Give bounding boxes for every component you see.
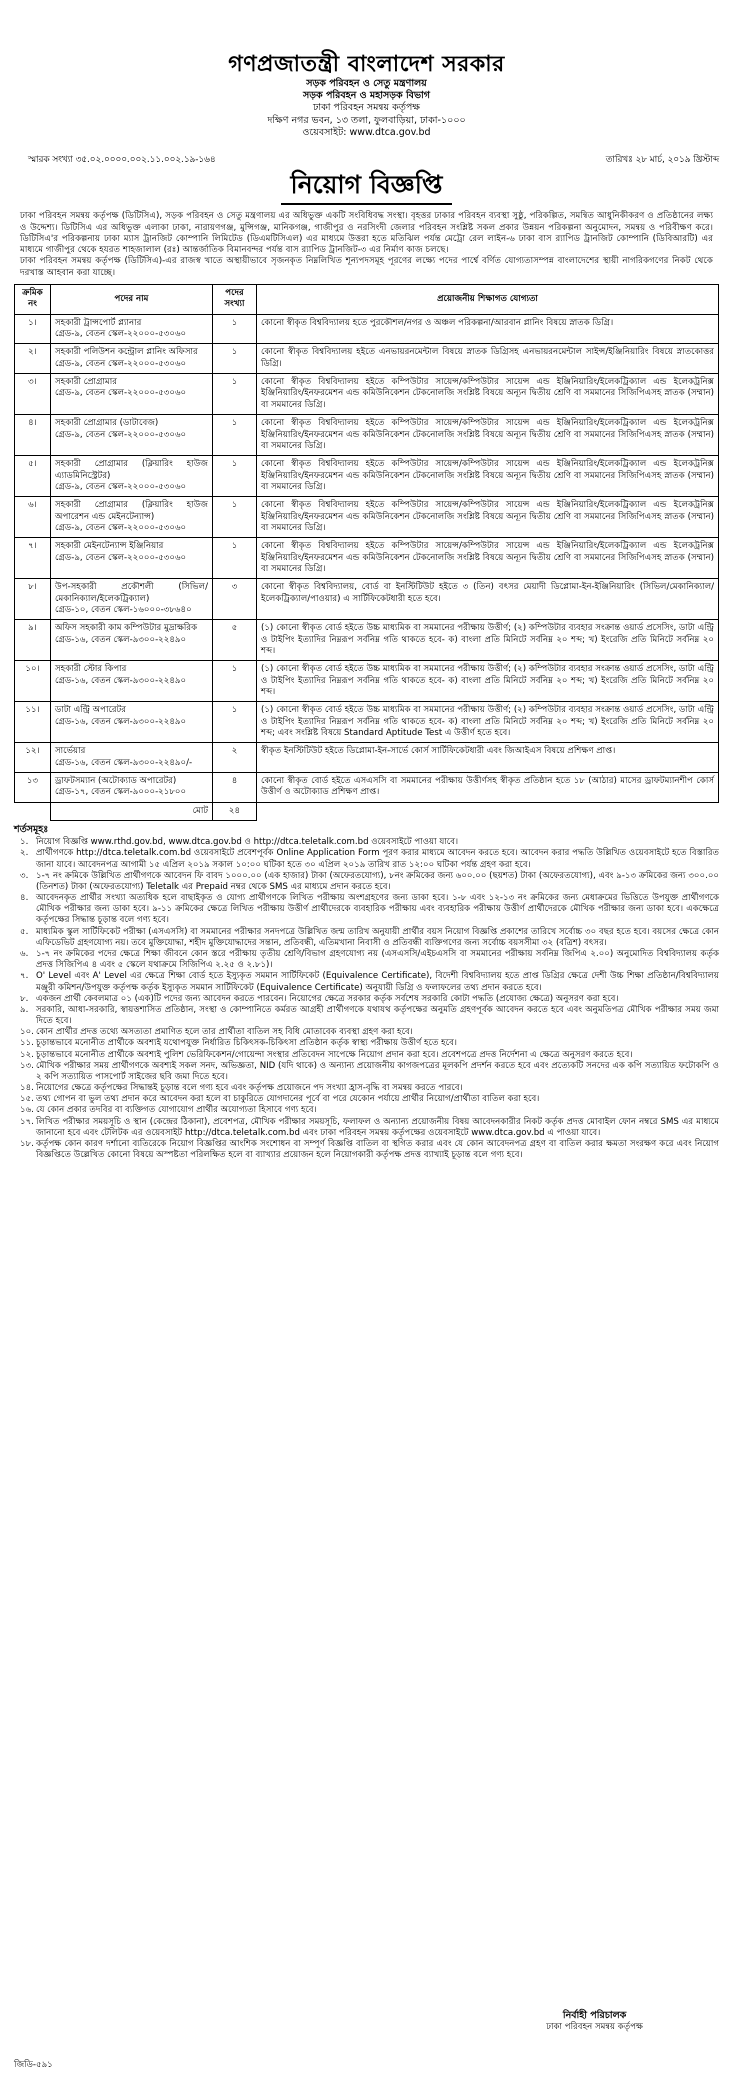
row-count: ৪: [213, 773, 257, 803]
row-qualification: কোনো স্বীকৃত বিশ্ববিদ্যালয় হইতে এনভায়রনমেন্টাল বিষয়ে স্নাতক ডিগ্রিসহ এনভায়রনমেন্টাল সাইন্স/ইঞ্জিনিয়ারিং বিষয়ে স্নাতকোত্তর ডিগ্রি।: [257, 344, 719, 374]
intro-text: [14, 211, 719, 279]
term-text: চূড়ান্তভাবে মনোনীত প্রার্থীকে অবশ্যই পুলিশ ভেরিফিকেশন/গোয়েন্দা সংস্থার প্রতিবেদন সাপেক্ষে নিয়োগ প্রদান করা হবে। প্রবেশপত্রে প্রদত্ত নির্দেশনা এ ক্ষেত্রে অনুসরণ করতে হবে।: [36, 1049, 633, 1060]
row-post: [51, 773, 213, 803]
table-row: [15, 661, 719, 702]
term-item: [14, 1117, 719, 1139]
row-qualification: কোনো স্বীকৃত বোর্ড হইতে এসএসসি বা সমমানের পরীক্ষায় উত্তীর্ণসহ স্বীকৃত প্রতিষ্ঠান হতে ১৮ (আঠার) মাসের ড্রাফটম্যানশীপ কোর্স উত্তীর্ণ ও অটোক্যাড প্রশিক্ষণ প্রাপ্ত।: [257, 773, 719, 803]
term-text: কোন প্রার্থীর প্রদত্ত তথ্যে অসত্যতা প্রমাণিত হলে তার প্রার্থীতা বাতিল সহ বিধি মোতাবেক ব্যবস্থা গ্রহণ করা হবে।: [36, 1027, 413, 1038]
signatory-title: নির্বাহী পরিচালক: [562, 2010, 627, 2021]
term-number: ১৬.: [20, 1105, 34, 1116]
table-row: [15, 374, 719, 415]
row-post-grade: গ্রেড-১০, বেতন স্কেল-১৬০০০-৩৮৬৪০: [55, 604, 192, 615]
row-post-name: অফিস সহকারী কাম কম্পিউটার মুদ্রাক্ষরিক: [55, 623, 198, 634]
term-text: কর্তৃপক্ষ কোন কারণ দর্শানো ব্যতিরেকে নিয়োগ বিজ্ঞপ্তির আংশিক সংশোধন বা সম্পূর্ণ বিজ্ঞপ্তি বাতিল বা স্থগিত করার এবং যে কোন আবেদনপত্র গ্রহণ বা বাতিল করার ক্ষমতা সংরক্ষণ করে এবং নিয়োগ বিজ্ঞপ্তিতে উল্লেখিত কোনো বিষয়ে অস্পষ্টতা পরিলক্ষিত হলে বা ব্যাখ্যার প্রয়োজন হলে নিয়োগকারী কর্তৃপক্ষ প্রদত্ত ব্যাখ্যাই চূড়ান্ত বলে গণ্য হবে।: [36, 1138, 719, 1161]
term-number: ১.: [20, 837, 29, 848]
row-qualification: (১) কোনো স্বীকৃত বোর্ড হইতে উচ্চ মাধ্যমিক বা সমমানের পরীক্ষায় উত্তীর্ণ; (২) কম্পিউটার ব্যবহার সংক্রান্ত ওয়ার্ড প্রসেসিং, ডাটা এন্ট্রি ও টাইপিং ইত্যাদির নিম্নরূপ সর্বনিম্ন গতি থাকতে হবে- ক) বাংলা প্রতি মিনিটে সর্বনিম্ন ২০ শব্দ; খ) ইংরেজি প্রতি মিনিটে সর্বনিম্ন ২০ শব্দ।: [257, 620, 719, 661]
term-number: ১৮.: [20, 1138, 34, 1149]
row-qualification: কোনো স্বীকৃত বিশ্ববিদ্যালয় হইতে কম্পিউটার সায়েন্স/কম্পিউটার সায়েন্স এন্ড ইঞ্জিনিয়ারিং/ইলেকট্রিক্যাল এন্ড ইলেকট্রনিক্স ইঞ্জিনিয়ারিং/ইনফরমেশন এন্ড কমিউনিকেশন টেকনোলজি সংশ্লিষ্ট বিষয়ে অন্যূন দ্বিতীয় শ্রেণি বা সমমানের সিজিপিএসহ স্নাতক (সম্মান) বা সমমানের ডিগ্রি।: [257, 374, 719, 415]
row-post-grade: গ্রেড-১৬, বেতন স্কেল-৯৩০০-২২৪৯০: [55, 675, 187, 686]
term-item: [14, 971, 719, 993]
row-qualification: কোনো স্বীকৃত বিশ্ববিদ্যালয় হইতে কম্পিউটার সায়েন্স/কম্পিউটার সায়েন্স এন্ড ইঞ্জিনিয়ারিং/ইলেকট্রিক্যাল এন্ড ইলেকট্রনিক্স ইঞ্জিনিয়ারিং/ইনফরমেশন এন্ড কমিউনিকেশন টেকনোলজি সংশ্লিষ্ট বিষয়ে অন্যূন দ্বিতীয় শ্রেণি বা সমমানের সিজিপিএসহ স্নাতক (সম্মান) বা সমমানের ডিগ্রি।: [257, 497, 719, 538]
row-serial: ৩।: [15, 374, 51, 415]
terms-title: শর্তসমূহঃ: [14, 824, 49, 836]
row-post-name: সহকারী পলিউশন কন্ট্রোল প্লানিং অফিসার: [55, 347, 198, 358]
row-serial: ১।: [15, 314, 51, 344]
term-number: ১০.: [20, 1027, 34, 1038]
signatory-org: ঢাকা পরিবহন সমন্বয় কর্তৃপক্ষ: [546, 2022, 643, 2033]
row-post: [51, 620, 213, 661]
ministry-name: সড়ক পরিবহন ও সেতু মন্ত্রণালয়: [306, 78, 427, 90]
term-item: [14, 927, 719, 949]
memo-date: তারিখঃ ২৮ মার্চ, ২০১৯ খ্রিস্টাব্দ: [605, 154, 719, 165]
row-post: [51, 497, 213, 538]
term-number: ৪.: [20, 893, 29, 904]
row-post: [51, 661, 213, 702]
row-serial: ৪।: [15, 415, 51, 456]
table-row: [15, 743, 719, 773]
posts-table-header: [15, 285, 719, 315]
row-count: ১: [213, 702, 257, 743]
row-post-grade: গ্রেড-১৭, বেতন স্কেল-৯০০০-২১৮০০: [55, 787, 187, 798]
notice-header: [14, 50, 719, 139]
row-count: ৩: [213, 579, 257, 620]
term-item: [14, 1139, 719, 1161]
authority-website: ওয়েবসাইট: www.dtca.gov.bd: [302, 126, 431, 138]
row-serial: ১৩: [15, 773, 51, 803]
row-post-name: সার্ভেয়ার: [55, 746, 86, 757]
term-text: একজন প্রার্থী কেবলমাত্র ০১ (এক)টি পদের জন্য আবেদন করতে পারবেন। নিয়োগের ক্ষেত্রে সরকার কর্তৃক সর্বশেষ সরকারি কোটা পদ্ধতি (প্রযোজ্য ক্ষেত্রে) অনুসরণ করা হবে।: [36, 993, 619, 1004]
row-serial: ১০।: [15, 661, 51, 702]
row-serial: ৭।: [15, 538, 51, 579]
term-number: ৫.: [20, 926, 29, 937]
total-value: ২৪: [213, 802, 257, 820]
term-text: মৌখিক পরীক্ষার সময় প্রার্থীগণকে অবশ্যই সকল সনদ, অভিজ্ঞতা, NID (যদি থাকে) ও অন্যান্য প্রয়োজনীয় কাগজপত্রের মূলকপি প্রদর্শন করতে হবে এবং প্রত্যেকটি সনদের এক কপি সত্যায়িত ফটোকপি ও ২ কপি সত্যায়িত পাসপোর্ট সাইজের ছবি জমা দিতে হবে।: [36, 1060, 719, 1082]
term-item: [14, 893, 719, 927]
term-item: [14, 1094, 719, 1105]
authority-address: দক্ষিণ নগর ভবন, ১৩ তলা, ফুলবাড়িয়া, ঢাকা-১০০০: [267, 114, 466, 126]
row-qualification: স্বীকৃত ইনস্টিটিউট হইতে ডিপ্লোমা-ইন-সার্ভে কোর্স সার্টিফিকেটধারী এবং জিআইএস বিষয়ে প্রশিক্ষণ প্রাপ্ত।: [257, 743, 719, 773]
row-post: [51, 344, 213, 374]
row-post-name: সহকারী প্রোগ্রামার: [55, 377, 117, 388]
row-serial: ১১।: [15, 702, 51, 743]
term-text: ১-৭ নং ক্রমিকের পদের ক্ষেত্রে শিক্ষা জীবনে কোন স্তরে পরীক্ষায় তৃতীয় শ্রেণি/বিভাগ গ্রহণযোগ্য নয় (এসএসসি/এইচএসসি বা সমমানের পরীক্ষায় সর্বনিম্ন জিপিএ ২.০০) অনুমোদিত বিশ্ববিদ্যালয় কর্তৃক প্রদত্ত সিজিপিএ ৪ এবং ৫ স্কেলে যথাক্রমে সিজিপিএ ২.২৫ ও ২.৮১)।: [36, 949, 719, 971]
term-number: ২.: [20, 848, 29, 859]
row-count: ১: [213, 456, 257, 497]
row-qualification: কোনো স্বীকৃত বিশ্ববিদ্যালয় হইতে কম্পিউটার সায়েন্স/কম্পিউটার সায়েন্স এন্ড ইঞ্জিনিয়ারিং/ইলেকট্রিক্যাল এন্ড ইলেকট্রনিক্স ইঞ্জিনিয়ারিং/ইনফরমেশন এন্ড কমিউনিকেশন টেকনোলজি সংশ্লিষ্ট বিষয়ে অন্যূন দ্বিতীয় শ্রেণি বা সমমানের সিজিপিএসহ স্নাতক (সম্মান) বা সমমানের ডিগ্রি।: [257, 415, 719, 456]
division-name: সড়ক পরিবহন ও মহাসড়ক বিভাগ: [302, 90, 431, 102]
term-text: প্রার্থীগণকে http://dtca.teletalk.com.bd ওয়েবসাইটে প্রবেশপূর্বক Online Application Form পূরণ করার মাধ্যমে আবেদন করতে হবে। আবেদন করার পদ্ধতি উল্লিখিত ওয়েবসাইটে হতে বিস্তারিত জানা যাবে। আবেদনপত্র আগামী ১৫ এপ্রিল ২০১৯ সকাল ১০:০০ ঘটিকা হতে ৩০ এপ্রিল ২০১৯ তারিখ রাত ১২:০০ ঘটিকা পর্যন্ত গ্রহণ করা হবে।: [36, 848, 719, 870]
row-qualification: (১) কোনো স্বীকৃত বোর্ড হইতে উচ্চ মাধ্যমিক বা সমমানের পরীক্ষায় উত্তীর্ণ; (২) কম্পিউটার ব্যবহার সংক্রান্ত ওয়ার্ড প্রসেসিং, ডাটা এন্ট্রি ও টাইপিং ইত্যাদির নিম্নরূপ সর্বনিম্ন গতি থাকতে হবে- ক) বাংলা প্রতি মিনিটে সর্বনিম্ন ২০ শব্দ; খ) ইংরেজি প্রতি মিনিটে সর্বনিম্ন ২০ শব্দ; এবং সংশ্লিষ্ট বিষয়ে Standard Aptitude Test এ উত্তীর্ণ হতে হবে।: [257, 702, 719, 743]
term-item: [14, 949, 719, 971]
notice-title: নিয়োগ বিজ্ঞপ্তি: [281, 169, 453, 205]
row-count: ১: [213, 497, 257, 538]
row-qualification: কোনো স্বীকৃত বিশ্ববিদ্যালয় হইতে কম্পিউটার সায়েন্স/কম্পিউটার সায়েন্স এন্ড ইঞ্জিনিয়ারিং/ইলেকট্রিক্যাল এন্ড ইলেকট্রনিক্স ইঞ্জিনিয়ারিং/ইনফরমেশন এন্ড কমিউনিকেশন টেকনোলজি সংশ্লিষ্ট বিষয়ে অন্যূন দ্বিতীয় শ্রেণি বা সমমানের সিজিপিএসহ স্নাতক (সম্মান) বা সমমানের ডিগ্রি।: [257, 456, 719, 497]
table-row: [15, 620, 719, 661]
header-post-count: পদের সংখ্যা: [213, 285, 257, 315]
row-post-name: ড্রাফটসম্যান (অটোক্যাড অপারেটর): [55, 776, 177, 787]
table-row: [15, 497, 719, 538]
term-text: চূড়ান্তভাবে মনোনীত প্রার্থীকে অবশ্যই যথোপযুক্ত নির্ধারিত চিকিৎসক-চিকিৎসা প্রতিষ্ঠান কর্তৃক স্বাস্থ্য পরীক্ষায় উত্তীর্ণ হতে হবে।: [36, 1038, 457, 1049]
authority-name: ঢাকা পরিবহন সমন্বয় কর্তৃপক্ষ: [312, 102, 421, 114]
header-qualification: প্রয়োজনীয় শিক্ষাগত যোগ্যতা: [257, 285, 719, 315]
row-post-name: সহকারী মেইনটেন্যান্স ইঞ্জিনিয়ার: [55, 541, 164, 552]
term-number: ৬.: [20, 949, 29, 959]
row-post-grade: গ্রেড-৯, বেতন স্কেল-২২০০০-৫৩০৬০: [55, 522, 187, 533]
term-number: ৯.: [20, 1004, 29, 1015]
term-item: [14, 1105, 719, 1116]
header-post-name: পদের নাম: [51, 285, 213, 315]
table-row: [15, 344, 719, 374]
signature-block: [546, 2010, 643, 2033]
term-number: ১৪.: [20, 1083, 34, 1094]
row-qualification: (১) কোনো স্বীকৃত বোর্ড হইতে উচ্চ মাধ্যমিক বা সমমানের পরীক্ষায় উত্তীর্ণ; (২) কম্পিউটার ব্যবহার সংক্রান্ত ওয়ার্ড প্রসেসিং, ডাটা এন্ট্রি ও টাইপিং ইত্যাদির নিম্নরূপ সর্বনিম্ন গতি থাকতে হবে- ক) বাংলা প্রতি মিনিটে সর্বনিম্ন ২০ শব্দ; খ) ইংরেজি প্রতি মিনিটে সর্বনিম্ন ২০ শব্দ।: [257, 661, 719, 702]
memo-number: স্মারক সংখ্যা ৩৫.০২.০০০০.০০২.১১.০০২.১৯-১৬৪: [28, 154, 216, 165]
row-post: [51, 456, 213, 497]
term-text: তথ্য গোপন বা ভুল তথ্য প্রদান করে আবেদন করা হলে বা চাকুরিতে যোগদানের পূর্বে বা পরে যেকোন পর্যায়ে প্রার্থীর নিয়োগ/প্রার্থীতা বাতিল করা হবে।: [36, 1094, 540, 1105]
row-count: ৫: [213, 620, 257, 661]
row-count: ১: [213, 344, 257, 374]
table-row: [15, 456, 719, 497]
header-serial: ক্রমিক নং: [15, 285, 51, 315]
row-post-grade: গ্রেড-৯, বেতন স্কেল-২২০০০-৫৩০৬০: [55, 429, 187, 440]
table-row: [15, 702, 719, 743]
row-serial: ১২।: [15, 743, 51, 773]
term-item: [14, 1061, 719, 1083]
row-count: ১: [213, 538, 257, 579]
term-text: যে কোন প্রকার তদবির বা ব্যক্তিগত যোগাযোগ প্রার্থীর অযোগ্যতা হিসাবে গণ্য হবে।: [36, 1105, 317, 1116]
row-post: [51, 415, 213, 456]
row-post-name: ডাটা এন্ট্রি অপারেটর: [55, 705, 127, 716]
row-post: [51, 743, 213, 773]
term-number: ৮.: [20, 993, 29, 1004]
term-text: নিয়োগ বিজ্ঞপ্তি www.rthd.gov.bd, www.dtca.gov.bd ও http://dtca.teletalk.com.bd ওয়েবসাইটে পাওয়া যাবে।: [36, 837, 459, 848]
intro-paragraph-2: ঢাকা পরিবহন সমন্বয় কর্তৃপক্ষ (ডিটিসিএ)-এর রাজস্ব খাতে অস্থায়ীভাবে সৃজনকৃত নিম্নলিখিত শূন্যপদসমূহ পূরণের লক্ষ্যে পদের পার্শ্বে বর্ণিত যোগ্যতাসম্পন্ন বাংলাদেশের স্থায়ী নাগরিকগণের নিকট থেকে দরখাস্ত আহবান করা যাচ্ছে।: [20, 256, 713, 278]
row-serial: ২।: [15, 344, 51, 374]
row-post-name: সহকারী ট্রান্সপোর্ট প্ল্যানার: [55, 317, 142, 328]
row-post: [51, 314, 213, 344]
row-count: ১: [213, 661, 257, 702]
row-count: ১: [213, 415, 257, 456]
row-post-grade: গ্রেড-৯, বেতন স্কেল-২২০০০-৫৩০৬০: [55, 481, 187, 492]
term-item: [14, 994, 719, 1005]
term-text: O' Level এবং A' Level এর ক্ষেত্রে শিক্ষা বোর্ড হতে ইস্যুকৃত সমমান সার্টিফিকেট (Equivalence Certificate), বিদেশী বিশ্ববিদ্যালয় হতে প্রাপ্ত ডিগ্রির ক্ষেত্রে দেশী উচ্চ শিক্ষা প্রতিষ্ঠান/বিশ্ববিদ্যালয় মঞ্জুরী কমিশন/উপযুক্ত কর্তৃপক্ষ কর্তৃক ইস্যুকৃত সমমান সার্টিফিকেট (Equivalence Certificate) অনুযায়ী ডিগ্রি ও ফলাফলের তথ্য প্রদান করতে হবে।: [36, 971, 719, 993]
row-post-grade: গ্রেড-৯, বেতন স্কেল-২২০০০-৫৩০৬০: [55, 388, 187, 399]
row-post: [51, 702, 213, 743]
term-item: [14, 837, 719, 848]
term-number: ১৫.: [20, 1094, 34, 1105]
row-serial: ৮।: [15, 579, 51, 620]
table-row: [15, 773, 719, 803]
term-text: লিখিত পরীক্ষার সময়সূচি ও স্থান (কেন্দ্রের ঠিকানা), প্রবেশপত্র, মৌখিক পরীক্ষার সময়সূচি, ফলাফল ও অন্যান্য প্রয়োজনীয় বিষয় আবেদনকারীর নিকট কর্তৃক প্রদত্ত মোবাইল ফোন নম্বরে SMS এর মাধ্যমে জানানো হবে এবং টেলিটক এর ওয়েবসাইট http://dtca.teletalk.com.bd এবং ঢাকা পরিবহন সমন্বয় কর্তৃপক্ষের ওয়েবসাইটে www.dtca.gov.bd এ পাওয়া যাবে।: [36, 1116, 719, 1138]
posts-table: [14, 284, 719, 821]
term-number: ১৩.: [20, 1060, 34, 1071]
term-text: আবেদনকৃত প্রার্থীর সংখ্যা অত্যধিক হলে বাছাইকৃত ও যোগ্য প্রার্থীগণকে লিখিত পরীক্ষায় অংশগ্রহণের জন্য ডাকা হবে। ১-৮ এবং ১২-১৩ নং ক্রমিকের জন্য মেধাক্রমের ভিত্তিতে উপযুক্ত প্রার্থীগণকে মৌখিক পরীক্ষার জন্য ডাকা হবে। ৯-১১ ক্রমিকের ক্ষেত্রে লিখিত পরীক্ষায় উত্তীর্ণ প্রার্থীদেরকে ব্যবহারিক পরীক্ষায় এবং ব্যবহারিক পরীক্ষায় উত্তীর্ণ প্রার্থীদেরকে মৌখিক পরীক্ষার জন্য ডাকা হবে। একক্ষেত্রে কর্তৃপক্ষের সিদ্ধান্ত চূড়ান্ত বলে গণ্য হবে।: [36, 893, 719, 926]
terms-list: [14, 837, 719, 1161]
row-post-grade: গ্রেড-১৬, বেতন স্কেল-৯৩০০-২২৪৯০/-: [55, 757, 193, 768]
total-label: মোট: [51, 802, 213, 820]
row-serial: ৬।: [15, 497, 51, 538]
row-post-name: সহকারী স্টোর কিপার: [55, 664, 127, 675]
row-count: ১: [213, 314, 257, 344]
notice-title-row: [14, 169, 719, 205]
intro-paragraph-1: ঢাকা পরিবহন সমন্বয় কর্তৃপক্ষ (ডিটিসিএ), সড়ক পরিবহন ও সেতু মন্ত্রণালয় এর অধিভুক্ত একটি সংবিধিবদ্ধ সংস্থা। বৃহত্তর ঢাকার পরিবহন ব্যবস্থা সুষ্ঠু, পরিকল্পিত, সমন্বিত আধুনিকীকরণ ও প্রতিষ্ঠানের লক্ষ্য ও উদ্দেশ্য। ডিটিসিএ এর অধিভুক্ত এলাকা ঢাকা, নারায়ণগঞ্জ, মুন্সিগঞ্জ, মানিকগঞ্জ, গাজীপুর ও নরসিংদী জেলার পরিবহন সংশ্লিষ্ট সকল প্রকার উন্নয়ন পরিকল্পনা অনুমোদন, সমন্বয় ও পরিবীক্ষণ করে। ডিটিসিএ'র পরিকল্পনায় ঢাকা ম্যাস ট্রানজিট কোম্পানি লিমিটেড (ডিএমটিসিএল) এর মাধ্যমে উত্তরা হতে মতিঝিল পর্যন্ত মেট্রো রেল লাইন-৬ ঢাকা বাস র‍্যাপিড ট্রানজিট কোম্পানি (ডিবিআরটি) এর মাধ্যমে গাজীপুর থেকে হযরত শাহজালাল (রঃ) আন্তর্জাতিক বিমানবন্দর পর্যন্ত বাস র‍্যাপিড ট্রানজিট-৩ এর নির্মাণ কাজ চলছে।: [20, 211, 713, 256]
row-qualification: কোনো স্বীকৃত বিশ্ববিদ্যালয় হইতে কম্পিউটার সায়েন্স/কম্পিউটার সায়েন্স এন্ড ইঞ্জিনিয়ারিং/ইলেকট্রিক্যাল এন্ড ইলেকট্রনিক্স ইঞ্জিনিয়ারিং/ইনফরমেশন এন্ড কমিউনিকেশন টেকনোলজি সংশ্লিষ্ট বিষয়ে অন্যূন দ্বিতীয় শ্রেণি বা সমমানের সিজিপিএসহ স্নাতক (সম্মান) বা সমমানের ডিগ্রি।: [257, 538, 719, 579]
row-serial: ৯।: [15, 620, 51, 661]
table-row: [15, 579, 719, 620]
term-text: সরকারি, আধা-সরকারি, স্বায়ত্তশাসিত প্রতিষ্ঠান, সংস্থা ও কোম্পানিতে কর্মরত আগ্রহী প্রার্থীগণকে যথাযথ কর্তৃপক্ষের অনুমতি গ্রহণপূর্বক আবেদন করতে হবে এবং অনুমতিপত্র মৌখিক পরীক্ষার সময় জমা দিতে হবে।: [36, 1004, 719, 1027]
row-post-grade: গ্রেড-১৬, বেতন স্কেল-৯৩০০-২২৪৯০: [55, 716, 187, 727]
term-item: [14, 1083, 719, 1094]
term-text: ১-৭ নং ক্রমিকে উল্লিখিত প্রার্থীগণকে আবেদন ফি বাবদ ১০০০.০০ (এক হাজার) টাকা (অফেরতযোগ্য), ৮নং ক্রমিকের জন্য ৬০০.০০ (ছয়শত) টাকা (অফেরতযোগ্য), এবং ৯-১৩ ক্রমিকের জন্য ৩০০.০০ (তিনশত) টাকা (অফেরতযোগ্য) Teletalk এর Prepaid নম্বর থেকে SMS এর মাধ্যমে প্রদান করতে হবে।: [36, 870, 719, 892]
row-post-name: সহকারী প্রোগ্রামার (ডাটাবেজ): [55, 418, 159, 429]
row-post-grade: গ্রেড-৯, বেতন স্কেল-২২০০০-৫৩০৬০: [55, 552, 187, 563]
term-number: ৭.: [20, 971, 29, 982]
row-qualification: কোনো স্বীকৃত বিশ্ববিদ্যালয় হতে পুরকৌশল/নগর ও অঞ্চল পরিকল্পনা/আরবান প্লানিং বিষয়ে স্নাতক ডিগ্রি।: [257, 314, 719, 344]
term-item: [14, 1027, 719, 1038]
term-item: [14, 1038, 719, 1049]
row-qualification: কোনো স্বীকৃত বিশ্ববিদ্যালয়, বোর্ড বা ইনস্টিটিউট হইতে ৩ (তিন) বৎসর মেয়াদী ডিপ্লোমা-ইন-ইঞ্জিনিয়ারিং (সিভিল/মেকানিক্যাল/ইলেকট্রিক্যাল/পাওয়ার) এ সার্টিফিকেটধারী হতে হবে।: [257, 579, 719, 620]
memo-row: [14, 155, 719, 166]
posts-table-body: [15, 314, 719, 820]
term-text: মাধ্যমিক স্কুল সার্টিফিকেট পরীক্ষা (এসএসসি) বা সমমানের পরীক্ষার সনদপত্রে উল্লিখিত জন্ম তারিখ অনুযায়ী প্রার্থীর বয়স নিয়োগ বিজ্ঞপ্তি প্রকাশের তারিখে সর্বোচ্চ ৩০ বছর হতে হবে। বয়সের ক্ষেত্রে কোন এফিডেভিট গ্রহণযোগ্য নয়। তবে মুক্তিযোদ্ধা, শহীদ মুক্তিযোদ্ধাদের সন্তান, প্রতিবন্ধী, এতিমখানা নিবাসী ও প্রতিবন্ধী ব্যক্তিগণের জন্য সর্বোচ্চ বয়সসীমা ৩২ (বত্রিশ) বৎসর।: [36, 926, 719, 948]
footer-code: জিডি-৫৯১: [14, 2060, 53, 2070]
row-post: [51, 374, 213, 415]
term-number: ১৭.: [20, 1116, 34, 1127]
term-item: [14, 848, 719, 870]
table-row: [15, 415, 719, 456]
row-count: ২: [213, 743, 257, 773]
row-post: [51, 579, 213, 620]
term-number: ১১.: [20, 1038, 34, 1049]
row-post-grade: গ্রেড-৯, বেতন স্কেল-২২০০০-৫৩০৬০: [55, 358, 187, 369]
row-post-name: সহকারী প্রোগ্রামার (ক্লিয়ারিং হাউজ এ্যাডমিনিস্ট্রেটর): [55, 459, 208, 481]
row-post-grade: গ্রেড-৯, বেতন স্কেল-২২০০০-৫৩০৬০: [55, 329, 187, 340]
table-total-row: [15, 802, 719, 820]
row-post-name: সহকারী প্রোগ্রামার (ক্লিয়ারিং হাউজ অপারেশন এন্ড মেইনটেন্যান্স): [55, 500, 208, 522]
term-item: [14, 871, 719, 893]
row-serial: ৫।: [15, 456, 51, 497]
row-post-name: উপ-সহকারী প্রকৌশলী (সিভিল/মেকানিক্যাল/ইলেকট্রিক্যাল): [55, 582, 208, 604]
term-number: ১২.: [20, 1049, 34, 1060]
row-count: ১: [213, 374, 257, 415]
government-title: গণপ্রজাতন্ত্রী বাংলাদেশ সরকার: [228, 51, 505, 77]
term-item: [14, 1005, 719, 1027]
row-post-grade: গ্রেড-১৬, বেতন স্কেল-৯৩০০-২২৪৯০: [55, 634, 187, 645]
term-number: ৩.: [20, 870, 29, 881]
row-post: [51, 538, 213, 579]
table-row: [15, 314, 719, 344]
table-row: [15, 538, 719, 579]
term-text: নিয়োগের ক্ষেত্রে কর্তৃপক্ষের সিদ্ধান্তই চূড়ান্ত বলে গণ্য হবে এবং কর্তৃপক্ষ প্রয়োজনে পদ সংখ্যা হ্রাস-বৃদ্ধি বা সমন্বয় করতে পারবে।: [36, 1083, 463, 1094]
term-item: [14, 1050, 719, 1061]
